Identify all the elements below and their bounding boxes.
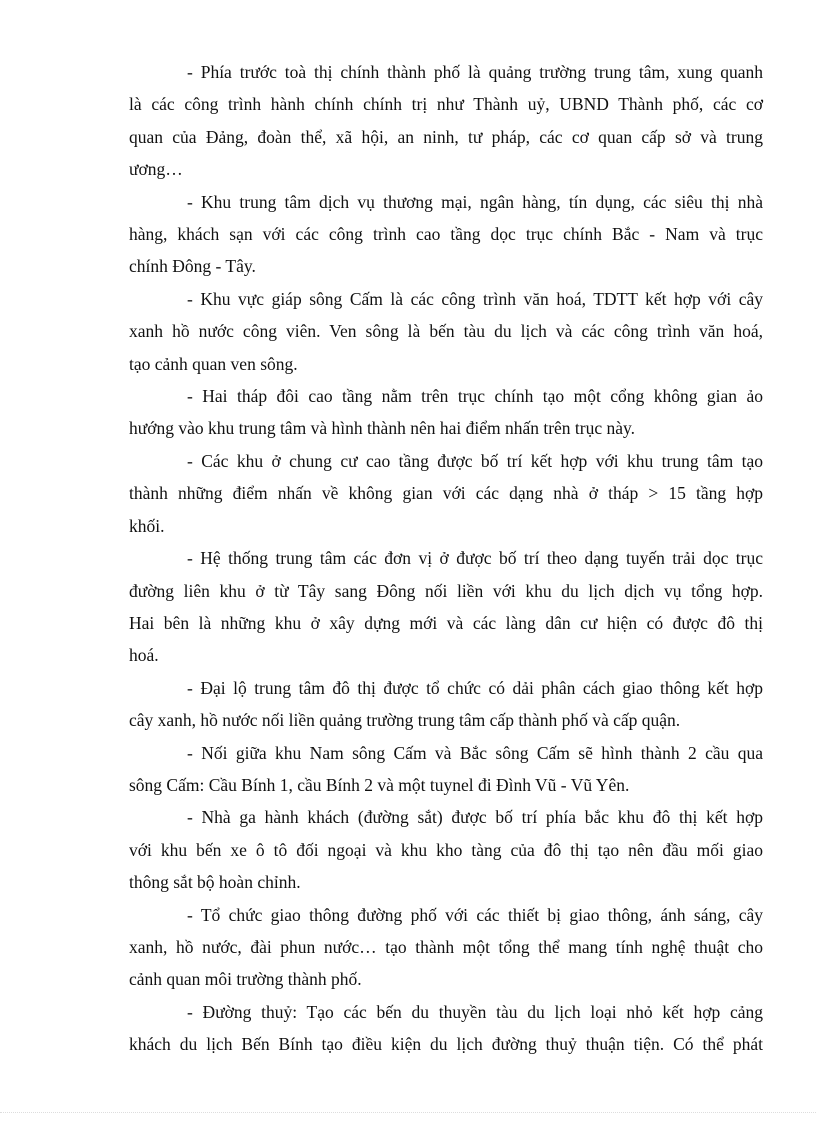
paragraph xyxy=(129,737,763,802)
paragraph-line: hoá. xyxy=(129,645,159,666)
paragraph-line: - Khu vực giáp sông Cấm là các công trình văn hoá, TDTT kết hợp với cây xyxy=(187,288,763,309)
paragraph-line: cảnh quan môi trường thành phố. xyxy=(129,969,362,990)
paragraph-line: thông sắt bộ hoàn chỉnh. xyxy=(129,872,301,893)
paragraph-line: - Hệ thống trung tâm các đơn vị ở được bố trí theo dạng tuyến trải dọc trục xyxy=(187,548,763,569)
paragraph-line: - Nối giữa khu Nam sông Cấm và Bắc sông Cấm sẽ hình thành 2 cầu qua xyxy=(187,742,763,763)
paragraph-line: - Nhà ga hành khách (đường sắt) được bố trí phía bắc khu đô thị kết hợp xyxy=(187,807,763,828)
paragraph-line: - Các khu ở chung cư cao tầng được bố trí kết hợp với khu trung tâm tạo xyxy=(187,450,763,471)
paragraph-line: chính Đông - Tây. xyxy=(129,256,256,277)
paragraph-line: khối. xyxy=(129,515,165,536)
paragraph-line: tạo cảnh quan ven sông. xyxy=(129,353,298,374)
paragraph-line: ương… xyxy=(129,159,183,180)
paragraph xyxy=(129,56,763,186)
paragraph-line: - Đường thuỷ: Tạo các bến du thuyền tàu du lịch loại nhỏ kết hợp cảng xyxy=(187,1001,763,1022)
paragraph-line: - Tổ chức giao thông đường phố với các thiết bị giao thông, ánh sáng, cây xyxy=(187,904,763,925)
paragraph-line: sông Cấm: Cầu Bính 1, cầu Bính 2 và một tuynel đi Đình Vũ - Vũ Yên. xyxy=(129,774,630,795)
paragraph xyxy=(129,186,763,283)
paragraph-line: với khu bến xe ô tô đối ngoại và khu kho tàng của đô thị tạo nên đầu mối giao xyxy=(129,839,763,860)
paragraph xyxy=(129,445,763,542)
paragraph xyxy=(129,283,763,380)
paragraph-line: cây xanh, hồ nước nối liền quảng trường trung tâm cấp thành phố và cấp quận. xyxy=(129,710,681,731)
paragraph xyxy=(129,542,763,672)
paragraph-line: thành những điểm nhấn về không gian với các dạng nhà ở tháp > 15 tầng hợp xyxy=(129,483,763,504)
paragraph-line: - Phía trước toà thị chính thành phố là quảng trường trung tâm, xung quanh xyxy=(187,62,763,82)
paragraph xyxy=(129,996,763,1061)
paragraph-line: hàng, khách sạn với các công trình cao tầng dọc trục chính Bắc - Nam và trục xyxy=(129,224,763,245)
paragraph xyxy=(129,899,763,996)
paragraph-line: xanh hồ nước công viên. Ven sông là bến tàu du lịch và các công trình văn hoá, xyxy=(129,321,763,342)
paragraph-line: quan của Đảng, đoàn thể, xã hội, an ninh, tư pháp, các cơ quan cấp sở và trung xyxy=(129,126,763,147)
paragraph-line: hướng vào khu trung tâm và hình thành nên hai điểm nhấn trên trục này. xyxy=(129,418,636,439)
paragraph-line: là các công trình hành chính chính trị như Thành uỷ, UBND Thành phố, các cơ xyxy=(129,94,763,115)
page-bottom-divider xyxy=(0,1112,816,1113)
paragraph-line: Hai bên là những khu ở xây dựng mới và các làng dân cư hiện có được đô thị xyxy=(129,612,763,633)
paragraph-line: khách du lịch Bến Bính tạo điều kiện du lịch đường thuỷ thuận tiện. Có thể phát xyxy=(129,1034,763,1055)
document-page xyxy=(129,56,763,1061)
paragraph-line: - Khu trung tâm dịch vụ thương mại, ngân hàng, tín dụng, các siêu thị nhà xyxy=(187,191,763,212)
paragraph-line: xanh, hồ nước, đài phun nước… tạo thành một tổng thể mang tính nghệ thuật cho xyxy=(129,936,763,957)
paragraph-line: - Đại lộ trung tâm đô thị được tổ chức có dải phân cách giao thông kết hợp xyxy=(187,677,763,698)
paragraph-line: đường liên khu ở từ Tây sang Đông nối liền với khu du lịch dịch vụ tổng hợp. xyxy=(129,580,763,601)
paragraph xyxy=(129,801,763,898)
paragraph xyxy=(129,380,763,445)
paragraph xyxy=(129,672,763,737)
paragraph-line: - Hai tháp đôi cao tầng nằm trên trục chính tạo một cổng không gian ảo xyxy=(187,386,763,407)
